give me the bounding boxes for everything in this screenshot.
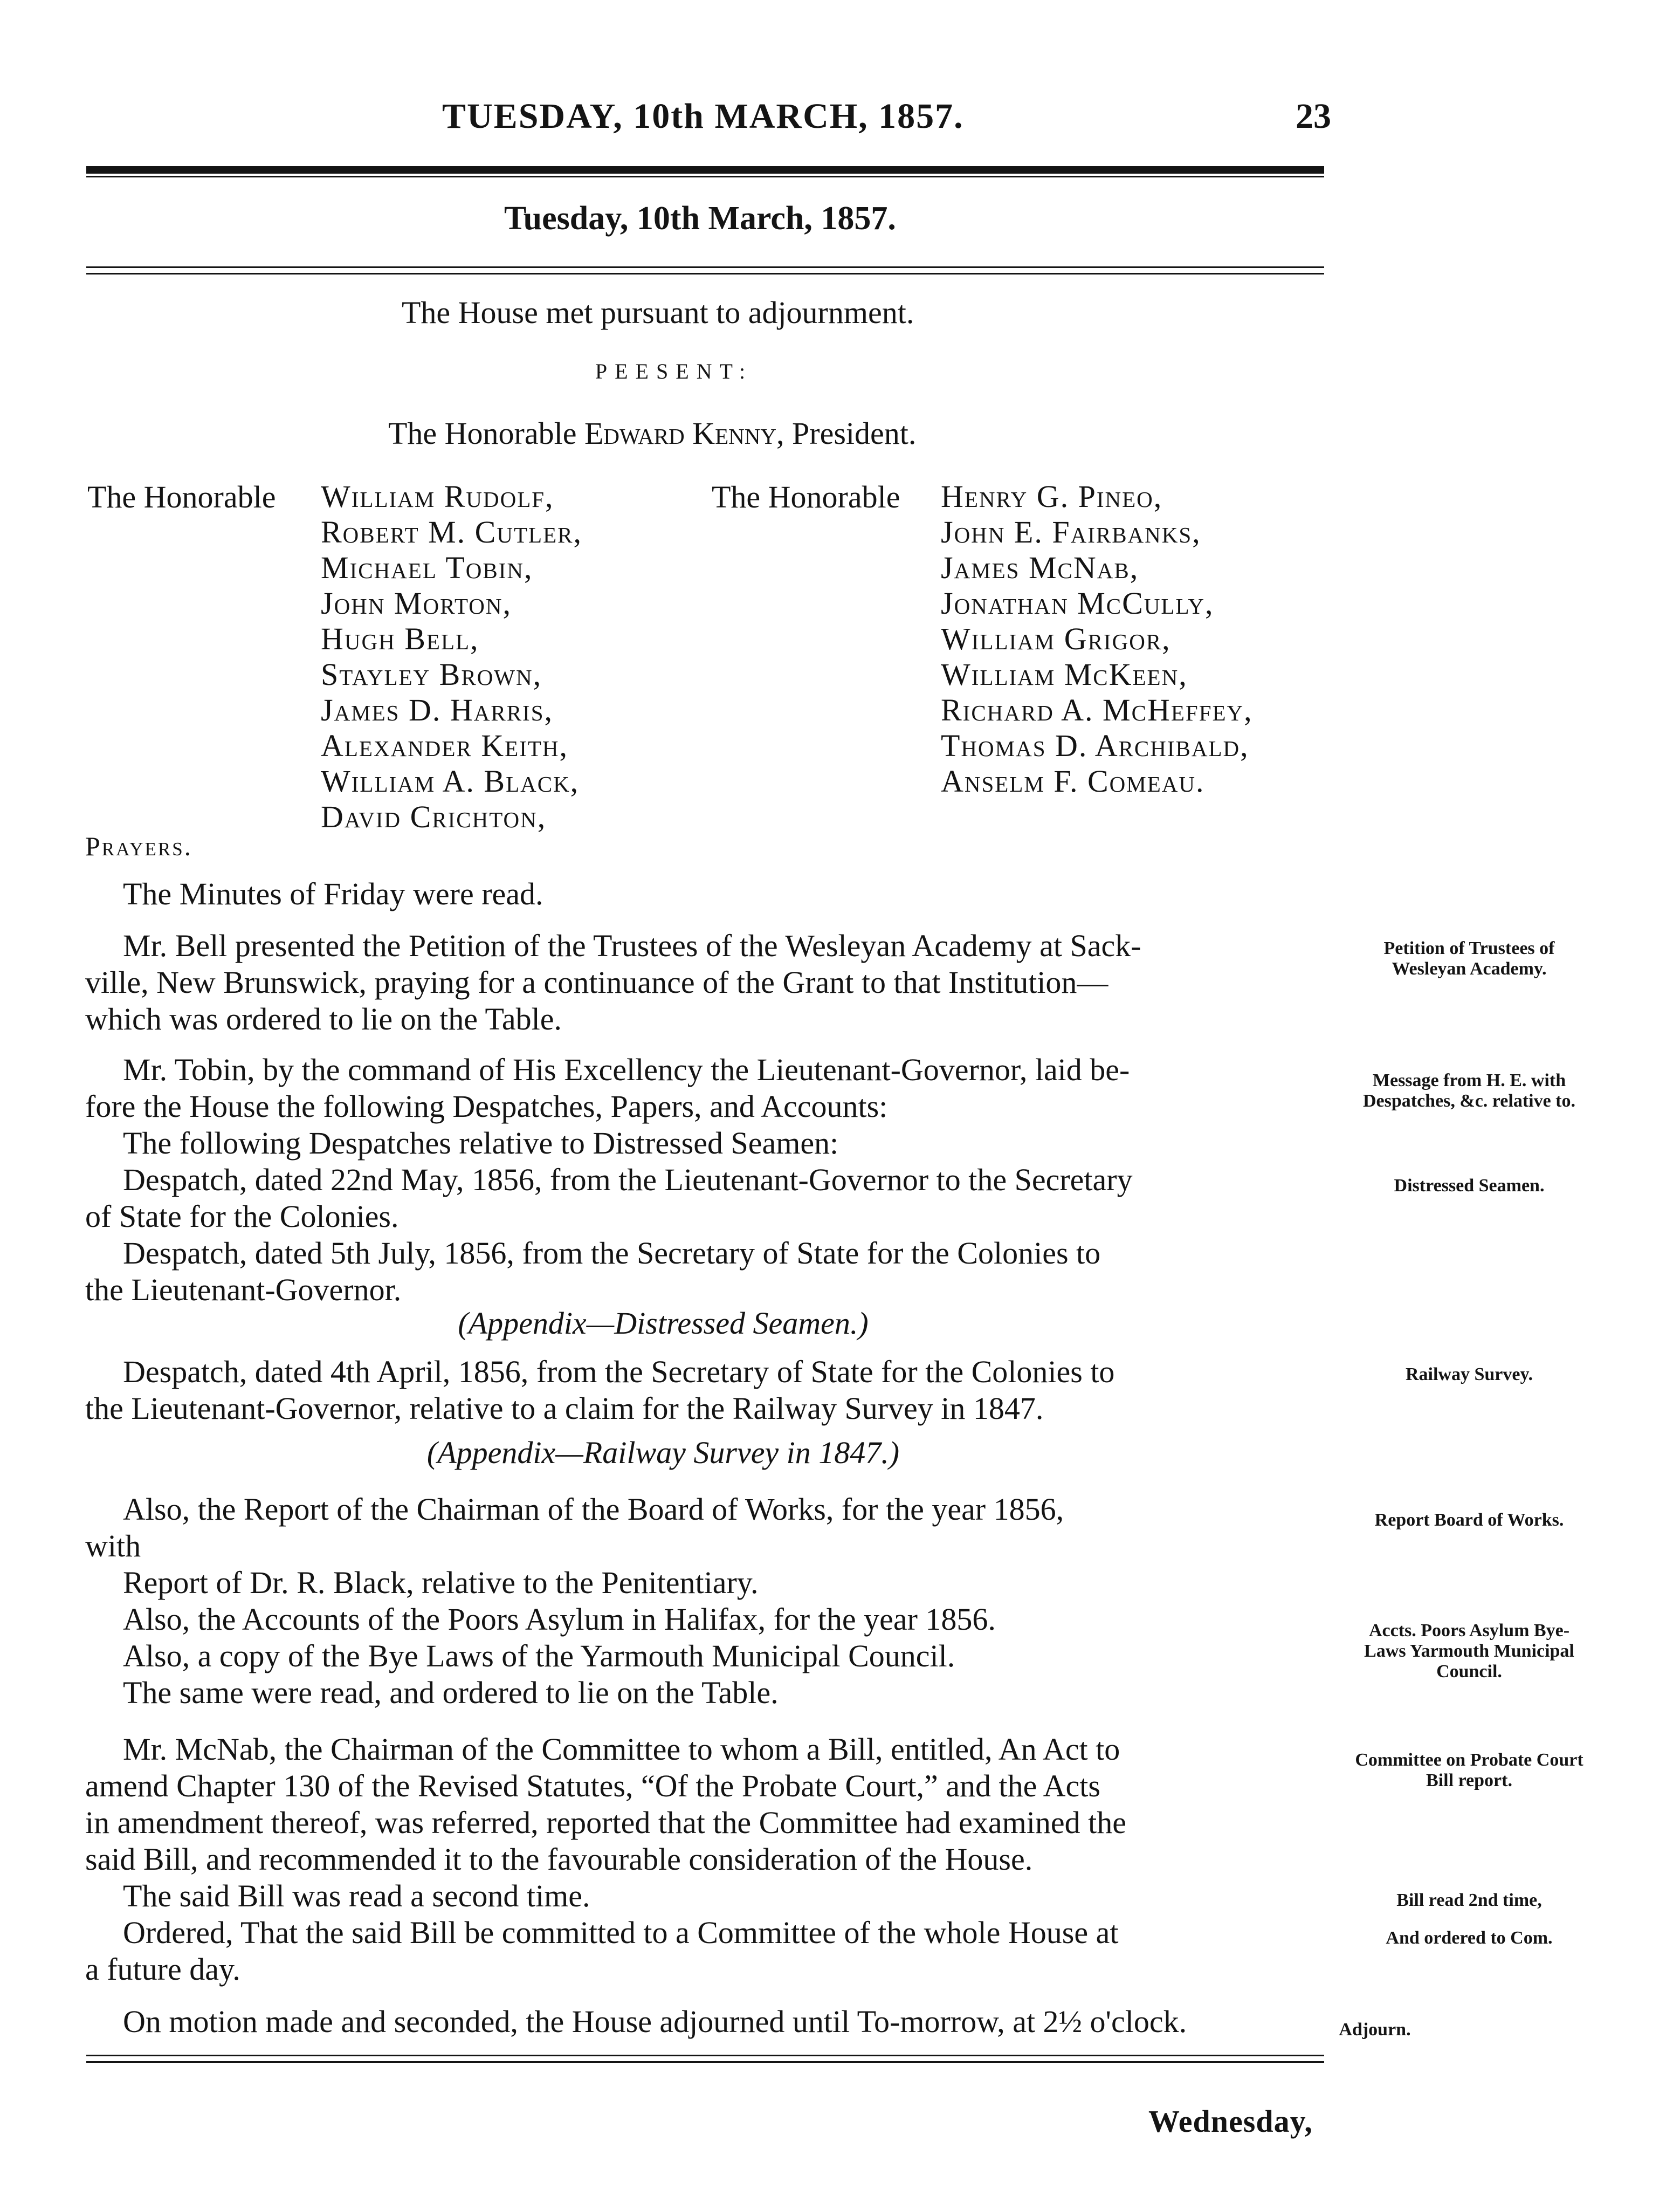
margin-note-seamen: Distressed Seamen. bbox=[1394, 1176, 1545, 1196]
member-name: William Rudolf, bbox=[321, 479, 554, 514]
prayers-heading: Prayers. bbox=[85, 831, 193, 861]
margin-note-message: Message from H. E. with Despatches, &c. relative to. bbox=[1362, 1070, 1576, 1111]
appendix-seamen: (Appendix—Distressed Seamen.) bbox=[458, 1306, 869, 1341]
date-rule-top bbox=[86, 266, 1324, 268]
members-right-list bbox=[941, 479, 1253, 799]
text-line: Mr. Tobin, by the command of His Excellency the Lieutenant-Governor, laid be- bbox=[123, 1052, 1130, 1087]
member-name: Alexander Keith, bbox=[321, 728, 569, 763]
member-name: Stayley Brown, bbox=[321, 657, 542, 692]
member-name: John Morton, bbox=[321, 586, 512, 621]
date-rule-bottom bbox=[86, 273, 1324, 274]
text-line: the Lieutenant-Governor, relative to a claim for the Railway Survey in 1847. bbox=[85, 1391, 1044, 1426]
bell-petition-paragraph bbox=[85, 928, 1325, 1038]
member-name: Michael Tobin, bbox=[321, 550, 533, 585]
mcnab-paragraph bbox=[85, 1731, 1325, 1988]
member-name: James McNab, bbox=[941, 550, 1139, 585]
text-line: which was ordered to lie on the Table. bbox=[85, 1001, 562, 1037]
header-rule-thick bbox=[86, 166, 1324, 174]
margin-note-petition: Petition of Trustees of Wesleyan Academy. bbox=[1383, 938, 1555, 979]
footer-rule-bottom bbox=[86, 2061, 1324, 2063]
member-name: Robert M. Cutler, bbox=[321, 514, 582, 550]
margin-note-bill: Bill read 2nd time, bbox=[1396, 1890, 1542, 1910]
text-line: a future day. bbox=[85, 1952, 240, 1987]
text-line: said Bill, and recommended it to the favourable consideration of the House. bbox=[85, 1842, 1033, 1877]
text-line: Ordered, That the said Bill be committed to a Committee of the whole House at bbox=[123, 1915, 1119, 1950]
date-heading: Tuesday, 10th March, 1857. bbox=[504, 200, 896, 237]
text-line: amend Chapter 130 of the Revised Statutes, “Of the Probate Court,” and the Acts bbox=[85, 1768, 1100, 1803]
text-line: of State for the Colonies. bbox=[85, 1199, 399, 1234]
member-name: John E. Fairbanks, bbox=[941, 514, 1201, 550]
tobin-paragraph bbox=[85, 1052, 1325, 1308]
text-line: Despatch, dated 22nd May, 1856, from the Lieutenant-Governor to the Secretary bbox=[123, 1162, 1133, 1197]
margin-note-committee: Committee on Probate Court Bill report. bbox=[1355, 1750, 1583, 1790]
member-name: William McKeen, bbox=[941, 657, 1188, 692]
text-line: in amendment thereof, was referred, reported that the Committee had examined the bbox=[85, 1805, 1126, 1840]
text-line: Despatch, dated 5th July, 1856, from the Secretary of State for the Colonies to bbox=[123, 1236, 1101, 1271]
member-name: William Grigor, bbox=[941, 621, 1171, 656]
header-rule-thin bbox=[86, 176, 1324, 177]
reports-paragraph bbox=[85, 1491, 1325, 1711]
member-name: David Crichton, bbox=[321, 799, 547, 834]
text-line: with bbox=[85, 1528, 141, 1563]
text-line: Despatch, dated 4th April, 1856, from the Secretary of State for the Colonies to bbox=[123, 1354, 1115, 1389]
text-line: The said Bill was read a second time. bbox=[123, 1878, 590, 1913]
text-line: Also, the Report of the Chairman of the Board of Works, for the year 1856, bbox=[123, 1492, 1064, 1527]
member-name: Henry G. Pineo, bbox=[941, 479, 1163, 514]
margin-note-ordered: And ordered to Com. bbox=[1386, 1928, 1553, 1948]
appendix-railway: (Appendix—Railway Survey in 1847.) bbox=[426, 1435, 900, 1470]
president-line bbox=[388, 415, 916, 452]
text-line: Mr. Bell presented the Petition of the Trustees of the Wesleyan Academy at Sack- bbox=[123, 928, 1141, 963]
margin-note-railway: Railway Survey. bbox=[1405, 1364, 1533, 1384]
member-name: James D. Harris, bbox=[321, 692, 554, 727]
text-line: On motion made and seconded, the House adjourned until To-morrow, at 2½ o'clock. bbox=[123, 2004, 1187, 2039]
text-line: The same were read, and ordered to lie on the Table. bbox=[123, 1675, 779, 1710]
margin-note-adjourn: Adjourn. bbox=[1339, 2020, 1411, 2040]
member-name: Richard A. McHeffey, bbox=[941, 692, 1253, 727]
member-name: William A. Black, bbox=[321, 764, 580, 799]
running-title: TUESDAY, 10th MARCH, 1857. bbox=[442, 97, 964, 136]
president-suffix: , President. bbox=[776, 416, 917, 451]
railway-paragraph bbox=[85, 1354, 1325, 1427]
opening-line: The House met pursuant to adjournment. bbox=[402, 295, 914, 330]
members-left-list bbox=[321, 479, 582, 835]
present-label: PEESENT: bbox=[595, 359, 753, 383]
member-name: Hugh Bell, bbox=[321, 621, 479, 656]
text-line: The following Despatches relative to Distressed Seamen: bbox=[123, 1125, 839, 1161]
catchword: Wednesday, bbox=[1148, 2104, 1313, 2139]
text-line: ville, New Brunswick, praying for a continuance of the Grant to that Institution— bbox=[85, 965, 1108, 1000]
page-number: 23 bbox=[1296, 97, 1331, 136]
text-line: Report of Dr. R. Black, relative to the Penitentiary. bbox=[123, 1565, 759, 1600]
members-left-label: The Honorable bbox=[87, 479, 276, 514]
adjourn-paragraph bbox=[85, 2003, 1325, 2040]
text-line: Mr. McNab, the Chairman of the Committee to whom a Bill, entitled, An Act to bbox=[123, 1732, 1120, 1767]
members-right-label: The Honorable bbox=[712, 479, 900, 514]
member-name: Thomas D. Archibald, bbox=[941, 728, 1249, 763]
president-name: Edward Kenny bbox=[584, 416, 776, 451]
text-line: the Lieutenant-Governor. bbox=[85, 1272, 402, 1307]
footer-rule-top bbox=[86, 2055, 1324, 2056]
text-line: fore the House the following Despatches, Papers, and Accounts: bbox=[85, 1089, 888, 1124]
text-line: Also, a copy of the Bye Laws of the Yarmouth Municipal Council. bbox=[123, 1638, 955, 1673]
margin-note-board: Report Board of Works. bbox=[1374, 1510, 1564, 1530]
minutes-paragraph bbox=[85, 876, 1325, 912]
text-line: The Minutes of Friday were read. bbox=[123, 876, 543, 911]
member-name: Jonathan McCully, bbox=[941, 586, 1214, 621]
president-prefix: The Honorable bbox=[388, 416, 584, 451]
member-name: Anselm F. Comeau. bbox=[941, 764, 1205, 799]
margin-note-asylum: Accts. Poors Asylum Bye-Laws Yarmouth Municipal Council. bbox=[1364, 1621, 1574, 1681]
text-line: Also, the Accounts of the Poors Asylum in Halifax, for the year 1856. bbox=[123, 1602, 996, 1637]
